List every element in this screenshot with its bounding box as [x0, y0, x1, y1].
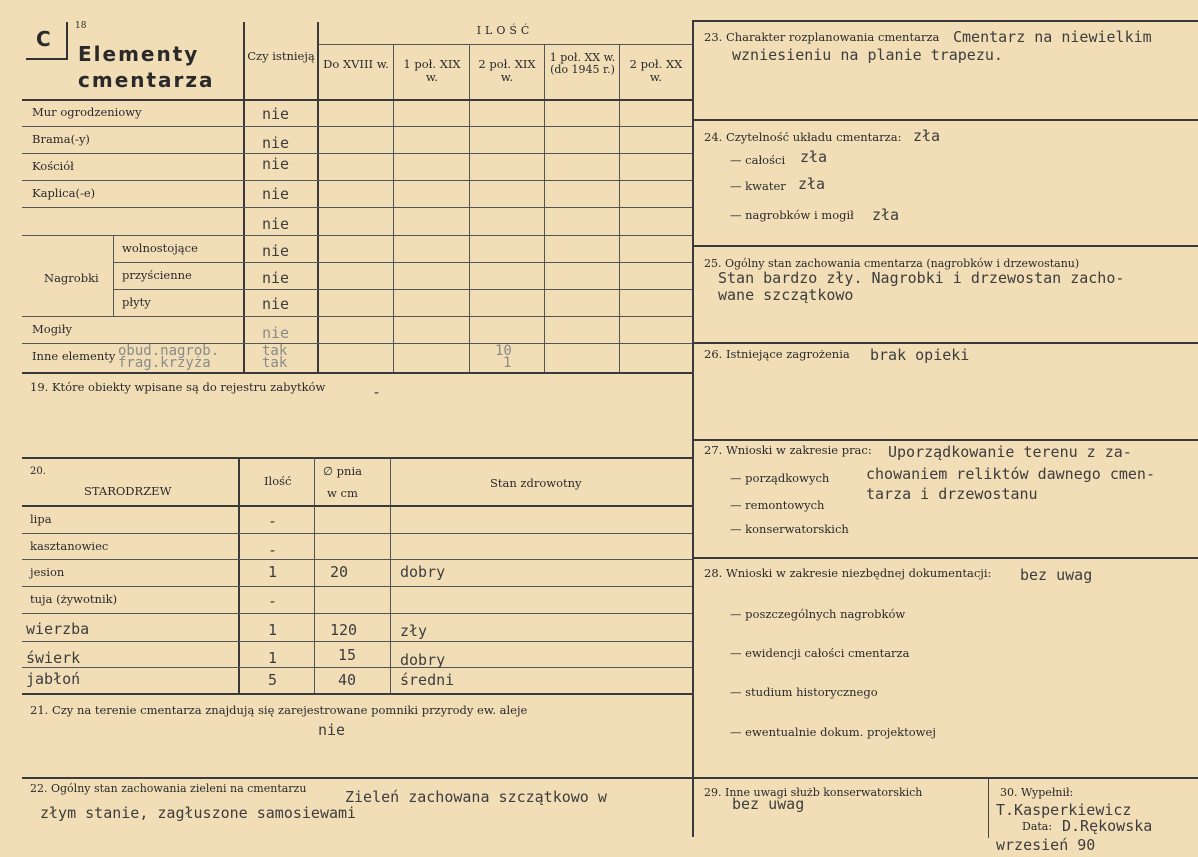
q26-top-line — [693, 342, 1198, 344]
nagrobki-divider — [113, 235, 114, 316]
central-divider — [692, 20, 694, 837]
q28-item-studium: — studium historycznego — [730, 685, 878, 699]
row-label-brama: Brama(-y) — [32, 132, 90, 146]
exists-przyscienne: nie — [262, 269, 290, 287]
q27-item-remontowych: — remontowych — [730, 498, 825, 512]
q28-top-line — [693, 557, 1198, 559]
elements-vline-3 — [393, 45, 394, 372]
tree-line-6 — [22, 667, 692, 668]
period-header-1: Do XVIII w. — [323, 57, 389, 71]
elements-vline-1 — [243, 22, 245, 372]
inne-item-2: frag.krzyża — [118, 355, 211, 371]
q22-top-line — [22, 777, 693, 779]
trees-header-name: STARODRZEW — [84, 484, 172, 498]
exists-wolnostojace: nie — [262, 242, 290, 260]
col-exists-header — [245, 50, 317, 63]
tree-name-jablon: jabłoń — [26, 670, 81, 688]
q28-answer: bez uwag — [1020, 566, 1093, 584]
trees-header-health: Stan zdrowotny — [490, 476, 582, 490]
trees-header-count: Ilość — [264, 474, 292, 488]
row-label-plyty: płyty — [122, 295, 151, 309]
q25-label: 25. Ogólny stan zachowania cmentarza (nagrobków i drzewostanu) — [704, 257, 1080, 270]
inne-count-2: 1 — [503, 355, 512, 371]
q26-answer: brak opieki — [870, 346, 970, 364]
tree-name-wierzba: wierzba — [26, 620, 90, 638]
period-header-5: 2 poł. XX w. — [629, 57, 683, 84]
tree-name-lipa: lipa — [30, 512, 52, 526]
row-label-nagrobki: Nagrobki — [44, 271, 99, 285]
trees-number: 20. — [30, 466, 46, 477]
row-line-2 — [22, 153, 692, 154]
q27-answer-line1: Uporządkowanie terenu z za- — [888, 443, 1132, 461]
q26-label: 26. Istniejące zagrożenia — [704, 347, 850, 361]
elements-vline-5 — [544, 45, 545, 372]
tree-name-kasztanowiec: kasztanowiec — [30, 539, 109, 553]
q19-answer: - — [372, 383, 382, 401]
exists-mur: nie — [262, 105, 290, 123]
q28-label: 28. Wnioski w zakresie niezbędnej dokumentacji: — [704, 566, 992, 580]
row-label-inne: Inne elementy — [32, 349, 116, 363]
tree-line-3 — [22, 586, 692, 587]
q19-label: 19. Które obiekty wpisane są do rejestru zabytków — [30, 380, 326, 394]
tree-diam-swierk: 15 — [338, 646, 357, 664]
trees-vline-3 — [390, 458, 391, 693]
elements-vline-2 — [317, 22, 319, 372]
row-line-3 — [22, 180, 692, 181]
q27-item-porzadkowych: — porządkowych — [730, 471, 830, 485]
q24-item-kwater: — kwater — [730, 179, 786, 193]
q21-answer: nie — [318, 721, 346, 739]
q30-verified-by: D.Rękowska — [1062, 817, 1153, 835]
elements-header-bottom — [22, 99, 692, 101]
trees-header-diameter: ∅ pnia — [323, 464, 362, 478]
elements-table-bottom — [22, 372, 693, 374]
exists-mogily: nie — [262, 324, 290, 342]
q25-answer-line2: wane szczątkowo — [718, 286, 854, 304]
q30-date: wrzesień 90 — [996, 836, 1096, 854]
q24-top-line — [693, 119, 1198, 121]
q24-item-calosci-answer: zła — [800, 148, 828, 166]
q27-top-line — [693, 439, 1198, 441]
card-title-line2: cmentarza — [78, 68, 215, 92]
section-number: 18 — [75, 21, 87, 31]
q24-item-calosci: — całości — [730, 153, 786, 167]
tree-line-1 — [22, 533, 692, 534]
trees-vline-2 — [314, 458, 315, 693]
tree-count-jesion: 1 — [268, 563, 278, 581]
ilosc-underline — [318, 44, 692, 45]
q29-top-line — [693, 777, 1198, 779]
q30-label: 30. Wypełnił: — [1000, 786, 1074, 799]
q28-item-ewidencji: — ewidencji całości cmentarza — [730, 646, 910, 660]
tree-diam-wierzba: 120 — [330, 621, 358, 639]
row-label-kaplica: Kaplica(-e) — [32, 186, 96, 200]
row-line-6 — [113, 262, 692, 263]
row-label-mur: Mur ogrodzeniowy — [32, 105, 142, 119]
q30-filled-by: T.Kasperkiewicz — [996, 801, 1132, 819]
tree-count-jablon: 5 — [268, 671, 278, 689]
q27-label: 27. Wnioski w zakresie prac: — [704, 443, 872, 457]
row-line-4 — [22, 207, 692, 208]
q24-item-nagrobkow-answer: zła — [872, 206, 900, 224]
exists-brama: nie — [262, 134, 290, 152]
exists-kaplica: nie — [262, 185, 290, 203]
q30-divider — [988, 778, 989, 838]
tree-count-swierk: 1 — [268, 649, 278, 667]
q22-answer-line1: Zieleń zachowana szczątkowo w — [345, 788, 607, 806]
q27-answer-line2: chowaniem reliktów dawnego cmen- — [866, 465, 1155, 483]
exists-kosciol: nie — [262, 155, 290, 173]
q25-answer-line1: Stan bardzo zły. Nagrobki i drzewostan zacho- — [718, 269, 1125, 287]
tree-health-jesion: dobry — [400, 563, 446, 581]
exists-plyty: nie — [262, 295, 290, 313]
exists-inne-1: tak — [262, 343, 288, 359]
row-label-mogily: Mogiły — [32, 322, 72, 336]
q30-date-label: Data: — [1022, 820, 1053, 833]
q24-answer: zła — [913, 127, 941, 145]
top-border — [693, 20, 1198, 22]
q29-label: 29. Inne uwagi służb konserwatorskich — [704, 786, 923, 799]
row-line-1 — [22, 126, 692, 127]
card-title-line1: Elementy — [78, 42, 200, 66]
row-line-5 — [22, 235, 692, 236]
row-label-przyscienne: przyścienne — [122, 268, 192, 282]
tree-diam-jablon: 40 — [338, 671, 357, 689]
q23-answer-line1: Cmentarz na niewielkim — [953, 28, 1152, 46]
exists-empty: nie — [262, 215, 290, 233]
tree-count-tuja: - — [268, 592, 278, 610]
row-label-kosciol: Kościół — [32, 159, 74, 173]
row-label-wolnostojace: wolnostojące — [122, 241, 198, 255]
tree-count-wierzba: 1 — [268, 621, 278, 639]
q21-label: 21. Czy na terenie cmentarza znajdują się zarejestrowane pomniki przyrody ew. aleje — [30, 703, 528, 717]
trees-table-top — [22, 457, 693, 459]
tree-count-lipa: - — [268, 512, 278, 530]
row-line-7 — [113, 289, 692, 290]
elements-vline-4 — [469, 45, 470, 372]
period-header-3: 2 poł. XIX w. — [478, 57, 536, 84]
trees-table-bottom — [22, 693, 693, 695]
period-header-4: 1 poł. XX w. (do 1945 r.) — [549, 51, 616, 76]
q24-item-kwater-answer: zła — [798, 175, 826, 193]
tree-diam-jesion: 20 — [330, 563, 349, 581]
tree-health-wierzba: zły — [400, 622, 428, 640]
elements-vline-6 — [619, 45, 620, 372]
q27-answer-line3: tarza i drzewostanu — [866, 485, 1038, 503]
q29-answer: bez uwag — [732, 795, 805, 813]
tree-line-5 — [22, 641, 692, 642]
tree-line-4 — [22, 613, 692, 614]
q23-label: 23. Charakter rozplanowania cmentarza — [704, 30, 940, 44]
trees-header-unit: w cm — [327, 486, 358, 500]
inne-item-1: obud.nagrob. — [118, 343, 220, 359]
tree-name-jesion: jesion — [30, 565, 65, 579]
q27-item-konserwatorskich: — konserwatorskich — [730, 522, 849, 536]
q28-item-projektowej: — ewentualnie dokum. projektowej — [730, 725, 936, 739]
q24-item-nagrobkow: — nagrobków i mogił — [730, 208, 854, 222]
row-line-8 — [22, 316, 692, 317]
period-header-2: 1 poł. XIX w. — [403, 57, 461, 84]
exists-inne-2: tak — [262, 355, 288, 371]
col-exists-label: Czy istnieją — [247, 49, 315, 63]
q22-answer-line2: złym stanie, zagłuszone samosiewami — [40, 804, 357, 822]
q28-item-nagrobkow: — poszczególnych nagrobków — [730, 607, 906, 621]
inne-count-1: 10 — [495, 343, 512, 359]
ilosc-header: ILOŚĆ — [476, 24, 534, 37]
q23-answer-line2: wzniesieniu na planie trapezu. — [732, 46, 1003, 64]
tree-count-kasztanowiec: - — [268, 541, 278, 559]
trees-vline-1 — [238, 458, 240, 693]
tree-name-swierk: świerk — [26, 649, 81, 667]
tree-health-swierk: dobry — [400, 651, 446, 669]
tree-line-2 — [22, 559, 692, 560]
section-letter: C — [36, 27, 51, 51]
tree-name-tuja: tuja (żywotnik) — [30, 592, 118, 606]
q22-label: 22. Ogólny stan zachowania zieleni na cmentarzu — [30, 782, 307, 795]
q24-label: 24. Czytelność układu cmentarza: — [704, 130, 902, 144]
q25-top-line — [693, 245, 1198, 247]
trees-header-bottom — [22, 505, 692, 507]
tree-health-jablon: średni — [400, 671, 455, 689]
